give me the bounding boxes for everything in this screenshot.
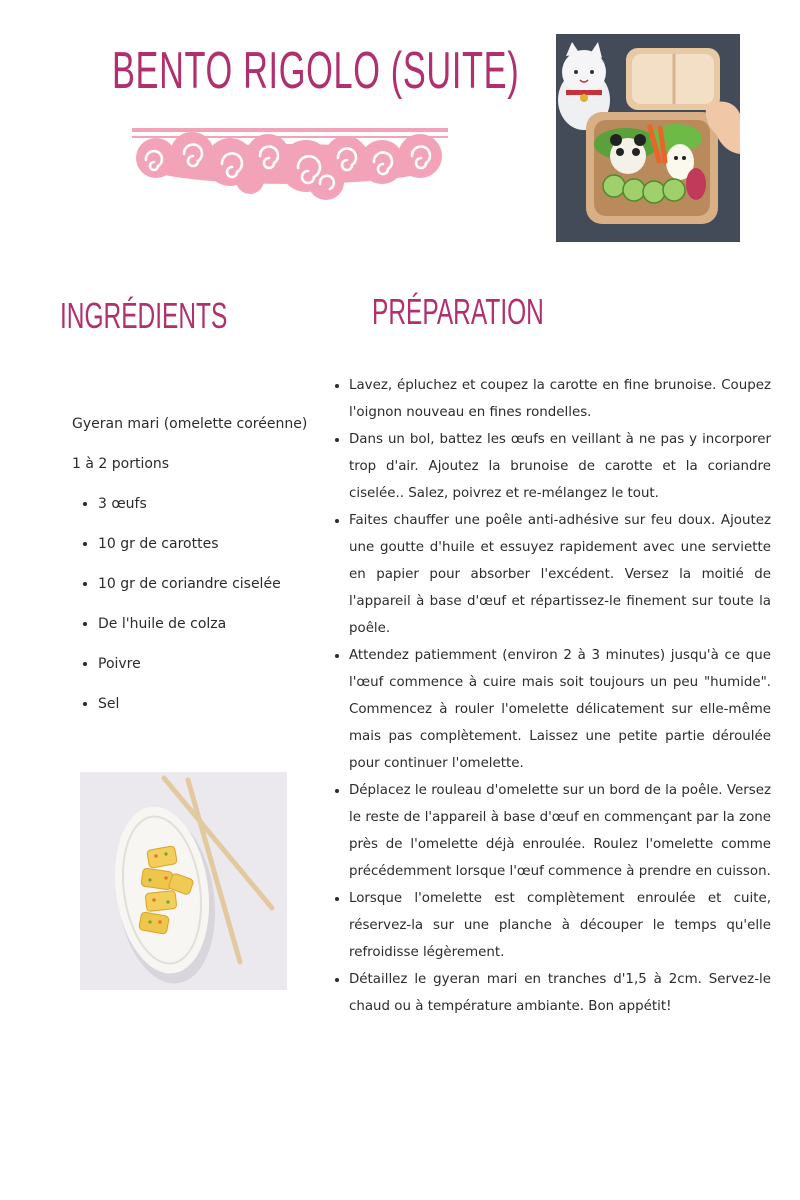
recipe-name: Gyeran mari (omelette coréenne) (72, 416, 308, 432)
ingredient-item: • De l'huile de colza (98, 612, 281, 652)
ingredient-item: • 10 gr de coriandre ciselée (98, 572, 281, 612)
portions: 1 à 2 portions (72, 456, 170, 472)
preparation-step: • Lorsque l'omelette est complètement enroulée et cuite, réservez-la sur une planche à découper le temps qu'elle refroidisse légèrement. (349, 885, 771, 966)
page-title: BENTO RIGOLO (SUITE) (112, 42, 520, 100)
preparation-step: • Déplacez le rouleau d'omelette sur un bord de la poêle. Versez le reste de l'appareil à base d'œuf en commençant par la zone près de l'omelette déjà enroulée. Roulez l'omelette comme précédemment lorsque l'œuf commence à prendre en cuisson. (349, 777, 771, 885)
ingredient-list (72, 492, 281, 732)
preparation-steps (330, 372, 771, 1020)
ingredient-item: • 10 gr de carottes (98, 532, 281, 572)
ingredient-item: • Sel (98, 692, 281, 732)
omelette-plate-photo (80, 772, 287, 990)
ingredient-item: • Poivre (98, 652, 281, 692)
preparation-step: • Faites chauffer une poêle anti-adhésive sur feu doux. Ajoutez une goutte d'huile et essuyez rapidement avec une serviette en papier pour absorber l'excédent. Versez la moitié de l'appareil à base d'œuf et répartissez-le finement sur toute la poêle. (349, 507, 771, 642)
cloud-decoration (130, 126, 450, 204)
ingredients-heading: INGRÉDIENTS (60, 295, 228, 336)
bento-box-photo (556, 34, 740, 242)
preparation-step: • Attendez patiemment (environ 2 à 3 minutes) jusqu'à ce que l'œuf commence à cuire mais soit toujours un peu "humide". Commencez à rouler l'omelette délicatement sur elle-même mais pas complètement. Laissez une petite partie déroulée pour continuer l'omelette. (349, 642, 771, 777)
preparation-heading: PRÉPARATION (372, 291, 544, 332)
ingredient-item: • 3 œufs (98, 492, 281, 532)
preparation-step: • Lavez, épluchez et coupez la carotte en fine brunoise. Coupez l'oignon nouveau en fines rondelles. (349, 372, 771, 426)
preparation-step: • Détaillez le gyeran mari en tranches d'1,5 à 2cm. Servez-le chaud ou à température ambiante. Bon appétit! (349, 966, 771, 1020)
preparation-step: • Dans un bol, battez les œufs en veillant à ne pas y incorporer trop d'air. Ajoutez la brunoise de carotte et la coriandre ciselée.. Salez, poivrez et re-mélangez le tout. (349, 426, 771, 507)
